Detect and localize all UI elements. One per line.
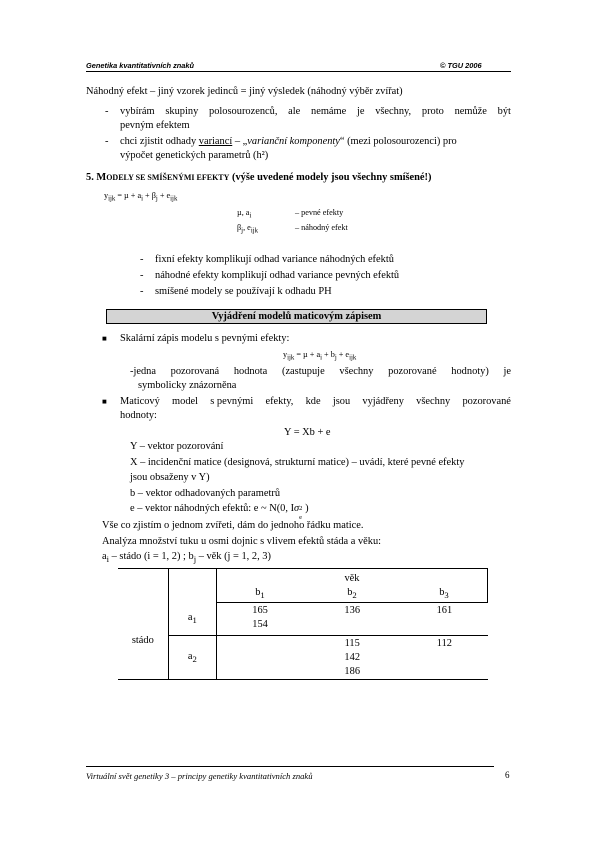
table-corner-cell <box>118 569 168 603</box>
list-dash: - <box>140 254 144 265</box>
row-header: $a_1$ <box>168 603 216 636</box>
column-header: $b_3$ <box>439 587 449 601</box>
row-group-header: stádo <box>118 603 168 680</box>
table-cell: 112 <box>401 636 487 680</box>
section-banner: Vyjádření modelů maticovým zápisem <box>106 309 487 324</box>
table-row <box>118 636 488 680</box>
bullet-matrix-line: Maticový model s pevnými efekty, kde jsou vyjádřeny všechny pozorované <box>120 396 511 407</box>
matrix-equation: Y = Xb + e <box>284 427 331 438</box>
fixed-effect-symbols: µ, $a_i$ <box>237 208 252 220</box>
header-rule <box>86 71 511 72</box>
table-cell: 136 <box>303 603 401 636</box>
table-corner-cell <box>168 569 216 603</box>
column-group-header <box>216 569 487 603</box>
note-line: -jedna pozorovaná hodnota (zastupuje všechny pozorované hodnoty) je <box>130 366 511 377</box>
page-number: 6 <box>505 770 510 780</box>
table-cell: 115 142 186 <box>303 636 401 680</box>
random-effect-desc: – náhodný efekt <box>295 223 348 232</box>
section-heading: 5. MODELY SE SMÍŠENÝMI EFEKTY (výše uvedené modely jsou všechny smíšené!) <box>86 172 432 183</box>
footer-rule <box>86 766 494 767</box>
definition-x-cont: jsou obsaženy v Y) <box>130 472 210 483</box>
definition-e: e – vektor náhodných efektů: e ~ N(0, Iσ 2 e ) <box>130 503 309 521</box>
note-line-cont: symbolicky znázorněna <box>138 380 237 391</box>
list-item: smíšené modely se používají k odhadu PH <box>155 286 332 297</box>
list-item: náhodné efekty komplikují odhad variance pevných efektů <box>155 270 400 281</box>
table-cell <box>216 636 303 680</box>
random-effect-lead: Náhodný efekt – jiný vzorek jedinců = jiný výsledek (náhodný výběr zvířat) <box>86 86 403 97</box>
bullet-dash: - <box>105 136 109 147</box>
table-header-row <box>118 569 488 603</box>
bullet-square-icon: ■ <box>102 397 107 406</box>
mixed-model-equation: $y_{ijk} = \mu + a_i + \beta_j + e_{ijk}$ <box>104 191 178 203</box>
paragraph-analysis: Analýza množství tuku u osmi dojnic s vlivem efektů stáda a věku: <box>102 536 382 547</box>
table-row <box>118 603 488 636</box>
paragraph-matrix-row: Vše co zjistím o jednom zvířeti, dám do jednoho řádku matice. <box>102 520 364 531</box>
bullet-text-cont: pevným efektem <box>120 120 190 131</box>
definition-b: b – vektor odhadovaných parametrů <box>130 488 281 499</box>
bullet-text-line: chci zjistit odhady variancí – „varianční komponenty“ (mezi polosourozenci) pro <box>120 136 457 147</box>
column-header: $b_1$ <box>255 587 265 601</box>
paragraph-factors: $a_i$ – stádo (i = 1, 2) ; $b_j$ – věk (j = 1, 2, 3) <box>102 551 271 565</box>
bullet-matrix-cont: hodnoty: <box>120 410 157 421</box>
bullet-text-line: vybírám skupiny polosourozenců, ale nemáme je všechny, proto nemůže být <box>120 106 511 117</box>
header-title: Genetika kvantitativních znaků <box>86 61 195 70</box>
bullet-dash: - <box>105 106 109 117</box>
scalar-equation: $y_{ijk} = \mu + a_i + b_j + e_{ijk}$ <box>283 350 357 362</box>
definition-x: X – incidenční matice (designová, strukturní matice) – uvádí, které pevné efekty <box>130 457 465 468</box>
list-dash: - <box>140 270 144 281</box>
row-header: $a_2$ <box>168 636 216 680</box>
table-cell: 165 154 <box>216 603 303 636</box>
table-cell: 161 <box>401 603 487 636</box>
column-group-label: věk <box>344 573 360 584</box>
list-item: fixní efekty komplikují odhad variance náhodných efektů <box>155 254 394 265</box>
random-effect-symbols: $\beta_j$, $e_{ijk}$ <box>237 223 259 235</box>
fixed-effect-desc: – pevné efekty <box>295 208 344 217</box>
bullet-scalar: Skalární zápis modelu s pevnými efekty: <box>120 333 290 344</box>
bullet-square-icon: ■ <box>102 334 107 343</box>
bullet-text-cont: výpočet genetických parametrů (h²) <box>120 150 269 161</box>
data-table <box>118 568 488 680</box>
list-dash: - <box>140 286 144 297</box>
footer-title: Virtuální svět genetiky 3 – principy genetiky kvantitativních znaků <box>86 771 313 781</box>
header-copyright: © TGU 2006 <box>440 61 482 70</box>
column-header: $b_2$ <box>347 587 357 601</box>
definition-y: Y – vektor pozorování <box>130 441 224 452</box>
